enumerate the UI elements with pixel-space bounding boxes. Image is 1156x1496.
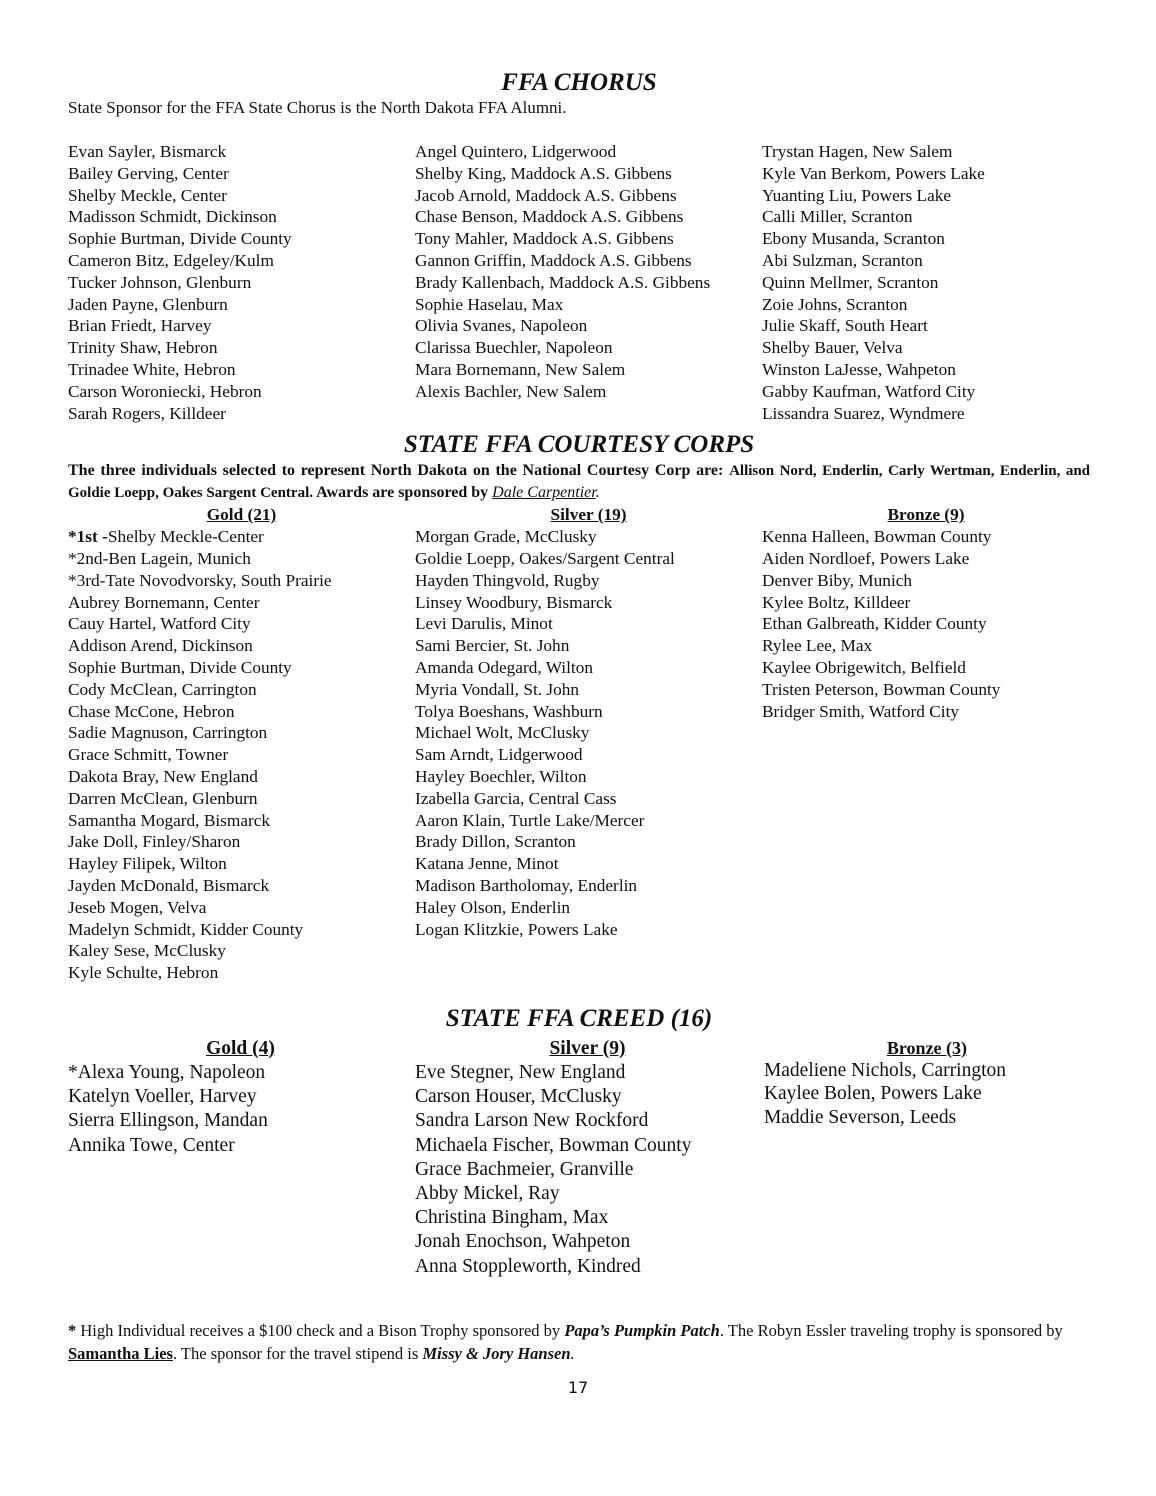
creed-section: [68, 1004, 1090, 1279]
list-item: Jeseb Mogen, Velva: [68, 897, 207, 917]
list-item: Hayden Thingvold, Rugby: [415, 570, 600, 590]
list-item: Brady Kallenbach, Maddock A.S. Gibbens: [415, 272, 711, 292]
list-item: Bailey Gerving, Center: [68, 163, 229, 183]
footer-note: [68, 1319, 1090, 1365]
list-item: Madison Bartholomay, Enderlin: [415, 875, 638, 895]
list-item: Sarah Rogers, Killdeer: [68, 403, 226, 423]
list-item: Calli Miller, Scranton: [762, 207, 913, 227]
chorus-section: [68, 68, 1090, 424]
list-item: Winston LaJesse, Wahpeton: [762, 359, 956, 379]
list-item: Cameron Bitz, Edgeley/Kulm: [68, 250, 274, 270]
chorus-col-1: [68, 141, 415, 424]
list-item: Linsey Woodbury, Bismarck: [415, 592, 613, 612]
courtesy-silver-list: [415, 526, 762, 940]
list-item: Angel Quintero, Lidgerwood: [415, 142, 617, 161]
creed-gold-col: [68, 1037, 413, 1279]
list-item: Trinadee White, Hebron: [68, 359, 236, 379]
creed-gold-heading: Gold (4): [206, 1037, 275, 1059]
chorus-col-2: [415, 141, 762, 424]
list-item: Bridger Smith, Watford City: [762, 701, 960, 721]
list-item: Cauy Hartel, Watford City: [68, 614, 251, 634]
list-item: Michaela Fischer, Bowman County: [414, 1134, 692, 1156]
creed-silver-heading: Silver (9): [549, 1037, 626, 1059]
list-item: Annika Towe, Center: [68, 1134, 235, 1156]
list-item: Olivia Svanes, Napoleon: [415, 316, 588, 336]
list-item: Rylee Lee, Max: [762, 636, 873, 656]
courtesy-sponsor: Dale Carpentier: [492, 484, 596, 502]
creed-bronze-col: [760, 1037, 1090, 1279]
list-item: Tristen Peterson, Bowman County: [762, 679, 1001, 699]
page-number: 17: [567, 1378, 589, 1397]
courtesy-description: [68, 460, 1090, 504]
list-item: Addison Arend, Dickinson: [68, 636, 253, 656]
list-item: Hayley Boechler, Wilton: [415, 766, 587, 786]
list-item: Ebony Musanda, Scranton: [762, 229, 945, 249]
list-item: Jonah Enochson, Wahpeton: [414, 1231, 631, 1253]
list-item: Kenna Halleen, Bowman County: [762, 527, 992, 547]
list-item: Trystan Hagen, New Salem: [762, 142, 953, 161]
list-item: Hayley Filipek, Wilton: [68, 854, 227, 874]
courtesy-desc-c: Awards are sponsored by: [316, 484, 489, 502]
first-place-name: Shelby Meckle-Center: [107, 527, 264, 547]
list-item: Quinn Mellmer, Scranton: [762, 272, 939, 292]
creed-gold-list: [68, 1061, 413, 1158]
footer-sponsor-2: Samantha Lies: [68, 1343, 173, 1363]
list-item: Jake Doll, Finley/Sharon: [68, 832, 241, 852]
creed-bronze-heading: Bronze (3): [886, 1037, 968, 1058]
list-item: Denver Biby, Munich: [762, 570, 913, 590]
list-item: *Alexa Young, Napoleon: [68, 1061, 266, 1083]
list-item: Kaylee Bolen, Powers Lake: [763, 1083, 982, 1105]
footer-text-4: .: [570, 1343, 575, 1363]
list-item: Ethan Galbreath, Kidder County: [762, 614, 987, 634]
list-item: Amanda Odegard, Wilton: [415, 657, 593, 677]
list-item: Sami Bercier, St. John: [415, 636, 570, 656]
creed-columns: [68, 1037, 1090, 1279]
courtesy-gold-list: [68, 548, 415, 984]
courtesy-gold-heading: Gold (21): [206, 505, 277, 525]
list-item: Tony Mahler, Maddock A.S. Gibbens: [415, 229, 674, 249]
list-item: Logan Klitzkie, Powers Lake: [415, 919, 618, 939]
courtesy-gold-col: [68, 504, 415, 984]
chorus-intro: State Sponsor for the FFA State Chorus is the North Dakota FFA Alumni.: [68, 98, 567, 117]
first-place-mark: *1st -: [68, 527, 108, 547]
list-item: Darren McClean, Glenburn: [68, 788, 258, 808]
courtesy-desc-a: The three individuals selected to represent North Dakota on the National Courtesy Corp are:: [68, 462, 724, 480]
creed-bronze-list: [764, 1059, 1090, 1130]
list-item: Kyle Schulte, Hebron: [68, 963, 219, 983]
list-item: Sadie Magnuson, Carrington: [68, 723, 268, 743]
list-item: Izabella Garcia, Central Cass: [415, 788, 617, 808]
list-item: Cody McClean, Carrington: [68, 679, 257, 699]
list-item: Katana Jenne, Minot: [415, 854, 559, 874]
list-item: Julie Skaff, South Heart: [762, 316, 928, 336]
chorus-title: FFA CHORUS: [501, 69, 657, 96]
chorus-columns: [68, 141, 1090, 424]
list-item: Jaden Payne, Glenburn: [68, 294, 228, 314]
list-item: Madeliene Nichols, Carrington: [763, 1059, 1007, 1081]
list-item: Sophie Haselau, Max: [415, 294, 564, 314]
list-item: Chase Benson, Maddock A.S. Gibbens: [415, 207, 684, 227]
list-item: Brian Friedt, Harvey: [68, 316, 212, 336]
list-item: Christina Bingham, Max: [414, 1207, 609, 1229]
list-item: Katelyn Voeller, Harvey: [68, 1086, 257, 1108]
list-item: Gannon Griffin, Maddock A.S. Gibbens: [415, 250, 692, 270]
list-item: Tolya Boeshans, Washburn: [415, 701, 603, 721]
list-item: Goldie Loepp, Oakes/Sargent Central: [415, 548, 675, 568]
footer-text-1: High Individual receives a $100 check and a Bison Trophy sponsored by: [76, 1320, 565, 1340]
list-item: Aaron Klain, Turtle Lake/Mercer: [415, 810, 645, 830]
courtesy-desc-b: Allison Nord, Enderlin, Carly Wertman, Enderlin, and Goldie Loepp, Oakes Sargent Central.: [68, 463, 1091, 502]
list-item: Carson Houser, McClusky: [414, 1086, 622, 1108]
list-item: Kaylee Obrigewitch, Belfield: [762, 657, 966, 677]
courtesy-silver-heading: Silver (19): [550, 505, 627, 525]
courtesy-silver-col: [415, 504, 762, 984]
footer-text-3: . The sponsor for the travel stipend is: [172, 1343, 423, 1363]
list-item: Trinity Shaw, Hebron: [68, 338, 218, 358]
footer-text-2: . The Robyn Essler traveling trophy is sponsored by: [719, 1320, 1063, 1340]
courtesy-desc-end: .: [595, 484, 600, 502]
list-item: Shelby Meckle, Center: [68, 185, 227, 205]
list-item: Michael Wolt, McClusky: [415, 723, 590, 743]
list-item: Grace Schmitt, Towner: [68, 745, 229, 765]
courtesy-bronze-heading: Bronze (9): [887, 505, 965, 525]
list-item: Lissandra Suarez, Wyndmere: [762, 403, 965, 423]
list-item: *3rd-Tate Novodvorsky, South Prairie: [68, 570, 332, 590]
chorus-col-3: [762, 141, 1090, 424]
footer-star: *: [68, 1320, 77, 1340]
list-item: Levi Darulis, Minot: [415, 614, 553, 634]
list-item: Mara Bornemann, New Salem: [415, 359, 626, 379]
list-item: Abby Mickel, Ray: [414, 1182, 560, 1204]
list-item: Shelby Bauer, Velva: [762, 338, 903, 358]
courtesy-bronze-col: [762, 504, 1090, 984]
list-item: Carson Woroniecki, Hebron: [68, 381, 262, 401]
list-item: Sandra Larson New Rockford: [414, 1110, 649, 1132]
creed-silver-col: [413, 1037, 760, 1279]
list-item: Myria Vondall, St. John: [415, 679, 580, 699]
list-item: Jacob Arnold, Maddock A.S. Gibbens: [415, 185, 677, 205]
courtesy-columns: [68, 504, 1090, 984]
list-item: Kylee Boltz, Killdeer: [762, 592, 911, 612]
list-item: Sierra Ellingson, Mandan: [68, 1110, 268, 1132]
list-item: Morgan Grade, McClusky: [415, 527, 597, 547]
list-item: Sophie Burtman, Divide County: [68, 229, 292, 249]
page-content: [68, 68, 1090, 1365]
list-item: Sophie Burtman, Divide County: [68, 657, 292, 677]
list-item: Kyle Van Berkom, Powers Lake: [762, 163, 985, 183]
list-item: Madelyn Schmidt, Kidder County: [68, 919, 304, 939]
list-item: *2nd-Ben Lagein, Munich: [68, 548, 251, 568]
list-item: Abi Sulzman, Scranton: [762, 250, 923, 270]
courtesy-bronze-list: [762, 526, 1090, 722]
list-item: Samantha Mogard, Bismarck: [68, 810, 271, 830]
list-item: Zoie Johns, Scranton: [762, 294, 908, 314]
footer-sponsor-3: Missy & Jory Hansen: [422, 1343, 571, 1363]
courtesy-section: [68, 430, 1090, 984]
list-item: Tucker Johnson, Glenburn: [68, 272, 252, 292]
list-item: Chase McCone, Hebron: [68, 701, 235, 721]
footer-sponsor-1: Papa’s Pumpkin Patch: [564, 1320, 720, 1340]
list-item: Maddie Severson, Leeds: [763, 1106, 957, 1128]
list-item: Eve Stegner, New England: [414, 1061, 626, 1083]
list-item: Grace Bachmeier, Granville: [414, 1158, 634, 1180]
list-item: Kaley Sese, McClusky: [68, 941, 226, 961]
list-item: Haley Olson, Enderlin: [415, 897, 571, 917]
list-item: Aubrey Bornemann, Center: [68, 592, 260, 612]
list-item: Brady Dillon, Scranton: [415, 832, 576, 852]
list-item: Yuanting Liu, Powers Lake: [762, 185, 952, 205]
creed-silver-list: [415, 1061, 760, 1279]
list-item: Anna Stoppleworth, Kindred: [414, 1255, 641, 1277]
list-item: Aiden Nordloef, Powers Lake: [762, 548, 970, 568]
list-item: Clarissa Buechler, Napoleon: [415, 338, 613, 358]
list-item: Jayden McDonald, Bismarck: [68, 875, 270, 895]
list-item: Alexis Bachler, New Salem: [415, 381, 607, 401]
list-item: Evan Sayler, Bismarck: [68, 142, 227, 161]
list-item: Dakota Bray, New England: [68, 766, 258, 786]
list-item: Gabby Kaufman, Watford City: [762, 381, 976, 401]
list-item: Shelby King, Maddock A.S. Gibbens: [415, 163, 672, 183]
list-item: Madisson Schmidt, Dickinson: [68, 207, 277, 227]
list-item: Sam Arndt, Lidgerwood: [415, 745, 583, 765]
courtesy-title: STATE FFA COURTESY CORPS: [403, 431, 755, 459]
creed-title: STATE FFA CREED (16): [445, 1004, 713, 1032]
list-item: [68, 526, 415, 548]
